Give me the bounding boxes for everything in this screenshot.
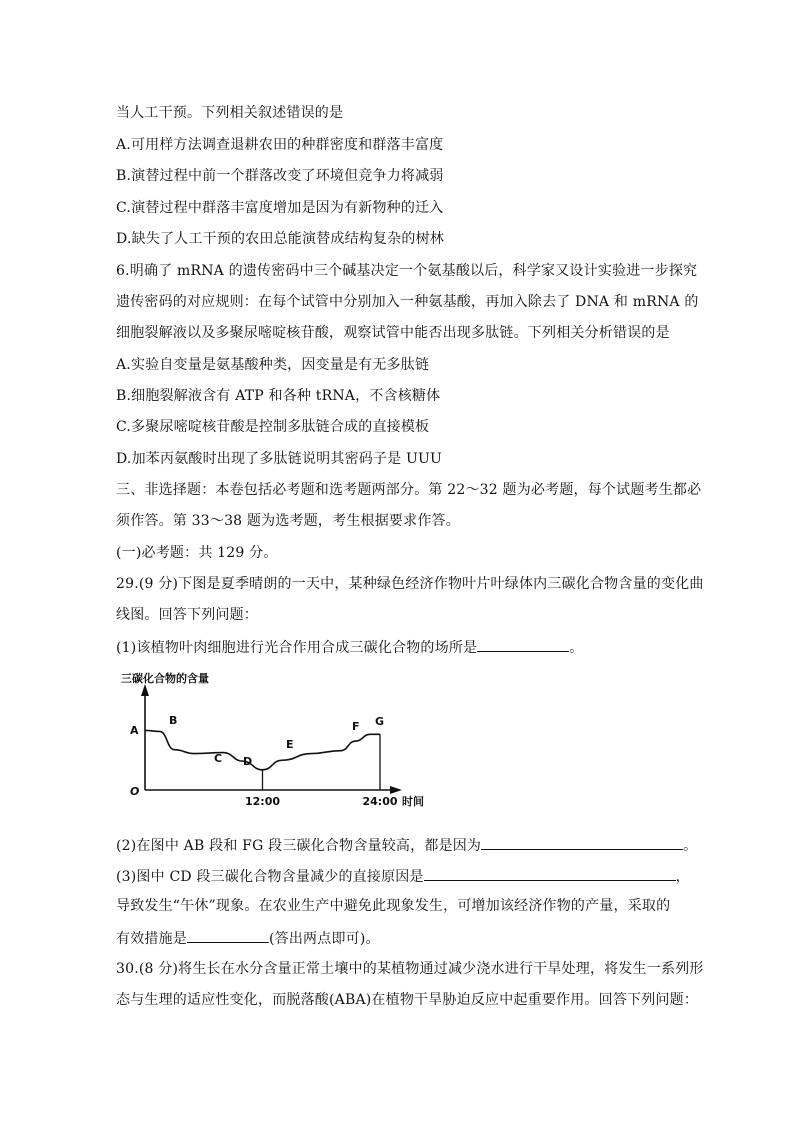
- text-line: 遗传密码的对应规则：在每个试管中分别加入一种氨基酸，再加入除去了 DNA 和 mRNA 的: [116, 294, 699, 310]
- text-line: 细胞裂解液以及多聚尿嘧啶核苷酸，观察试管中能否出现多肽链。下列相关分析错误的是: [116, 325, 670, 341]
- y-axis-arrow: [141, 684, 149, 696]
- c3-content-chart: [112, 664, 432, 814]
- question-30-stem: 30.(8 分)将生长在水分含量正常土壤中的某植物通过减少浇水进行干旱处理，将发生一系列形: [116, 961, 704, 977]
- sub-question-1: [116, 637, 583, 657]
- text-line: [116, 928, 380, 948]
- option-b: B.演替过程中前一个群落改变了环境但竞争力将减弱: [116, 168, 444, 184]
- answer-blank[interactable]: [424, 866, 676, 881]
- text-line: 须作答。第 33～38 题为选考题，考生根据要求作答。: [116, 513, 460, 529]
- point-label-e: E: [286, 738, 294, 751]
- text-line: 当人工干预。下列相关叙述错误的是: [116, 105, 344, 121]
- point-label-d: D: [243, 755, 253, 768]
- y-axis-label: 三碳化合物的含量: [121, 672, 209, 685]
- point-label-c: C: [214, 752, 223, 765]
- text-line: 线图。回答下列问题：: [116, 607, 258, 623]
- point-label-g: G: [375, 715, 385, 728]
- subsection-heading: (一)必考题：共 129 分。: [116, 545, 278, 561]
- answer-blank[interactable]: [187, 928, 269, 943]
- point-label-a: A: [130, 724, 139, 737]
- point-label-f: F: [352, 720, 360, 733]
- sub-question-2: [116, 835, 697, 855]
- x-axis-label: 时间: [402, 795, 424, 808]
- sub-question-3: [116, 866, 690, 886]
- question-text-part: 。: [683, 838, 698, 854]
- question-text-part: 有效措施是: [116, 931, 187, 947]
- x-axis-arrow: [390, 786, 402, 794]
- option-d: D.加苯丙氨酸时出现了多肽链说明其密码子是 UUU: [116, 451, 443, 467]
- option-d: D.缺失了人工干预的农田总能演替成结构复杂的树林: [116, 231, 444, 247]
- option-a: A.实验自变量是氨基酸种类，因变量是有无多肽链: [116, 357, 430, 373]
- origin-label: O: [130, 785, 140, 798]
- question-text-part: 。: [569, 640, 584, 656]
- point-label-b: B: [169, 714, 178, 727]
- question-text-part: ，: [675, 869, 690, 885]
- answer-blank[interactable]: [481, 835, 683, 850]
- answer-blank[interactable]: [477, 637, 569, 652]
- option-a: A.可用样方法调查退耕农田的种群密度和群落丰富度: [116, 137, 444, 153]
- x-tick-label: 12:00: [244, 795, 281, 808]
- x-tick-label: 24:00: [362, 795, 398, 808]
- question-text-part: (3)图中 CD 段三碳化合物含量减少的直接原因是: [116, 869, 424, 885]
- question-text-part: (1)该植物叶肉细胞进行光合作用合成三碳化合物的场所是: [116, 640, 478, 656]
- text-line: 导致发生“午休”现象。在农业生产中避免此现象发生，可增加该经济作物的产量，采取的: [116, 898, 671, 914]
- option-c: C.多聚尿嘧啶核苷酸是控制多肽链合成的直接模板: [116, 419, 430, 435]
- question-text-part: (2)在图中 AB 段和 FG 段三碳化合物含量较高，都是因为: [116, 838, 482, 854]
- question-text-part: (答出两点即可)。: [269, 931, 380, 947]
- question-29-stem: 29.(9 分)下图是夏季晴朗的一天中，某种绿色经济作物叶片叶绿体内三碳化合物含量的变化曲: [116, 576, 704, 592]
- option-b: B.细胞裂解液含有 ATP 和各种 tRNA，不含核糖体: [116, 388, 441, 404]
- series-line: [145, 730, 380, 769]
- option-c: C.演替过程中群落丰富度增加是因为有新物种的迁入: [116, 200, 444, 216]
- text-line: 态与生理的适应性变化，而脱落酸(ABA)在植物干旱胁迫反应中起重要作用。回答下列问题：: [116, 992, 699, 1008]
- section-heading: 三、非选择题：本卷包括必考题和选考题两部分。第 22～32 题为必考题，每个试题考生都必: [116, 482, 702, 498]
- question-6-stem: 6.明确了 mRNA 的遗传密码中三个碱基决定一个氨基酸以后，科学家又设计实验进一步探究: [116, 263, 698, 279]
